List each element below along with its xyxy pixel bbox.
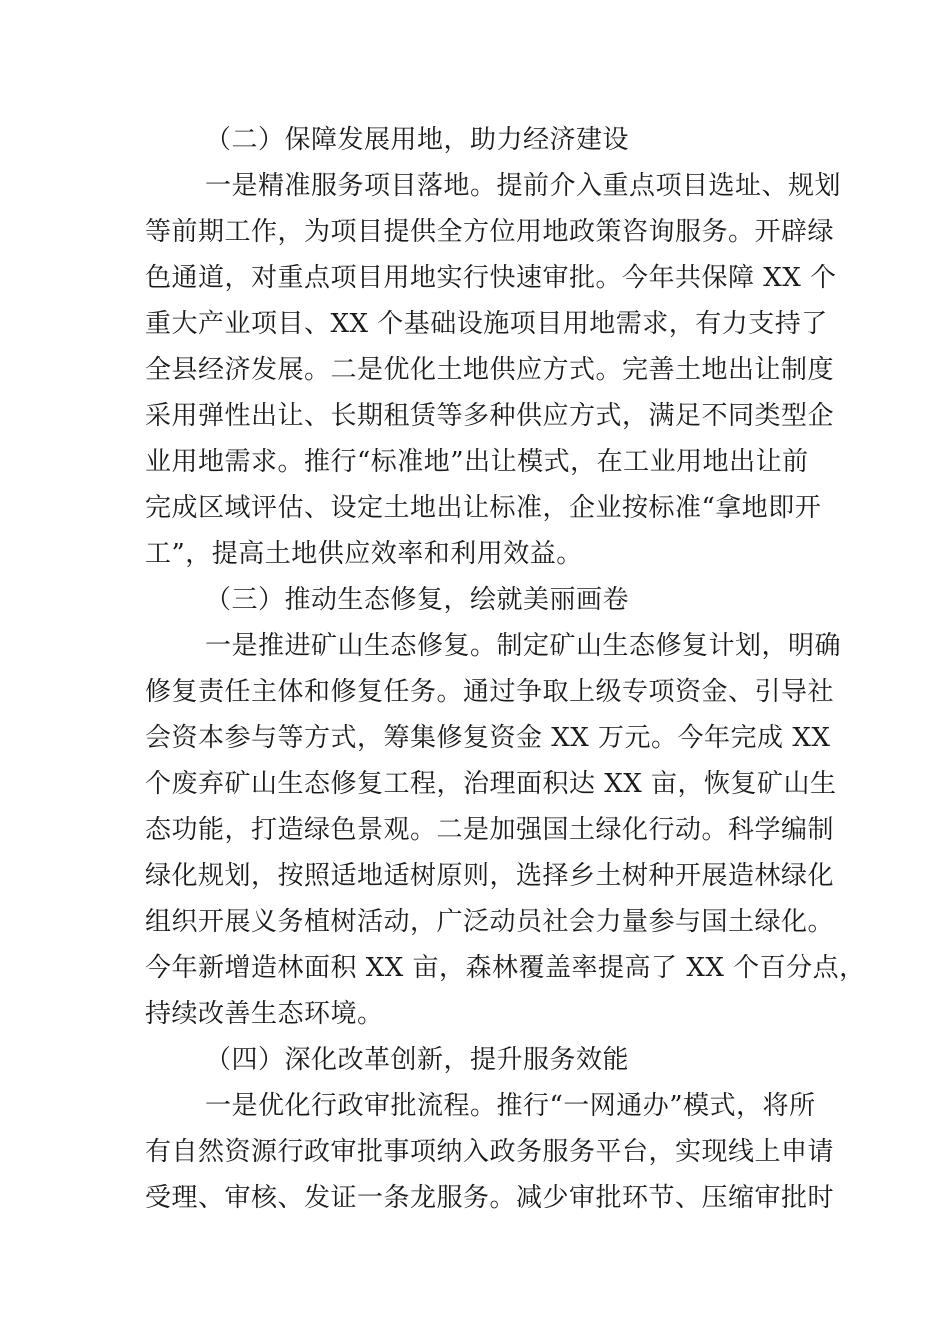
- paragraph-line: 会资本参与等方式，筹集修复资金 XX 万元。今年完成 XX: [145, 723, 831, 753]
- paragraph-line: 一是推进矿山生态修复。制定矿山生态修复计划，明确: [205, 631, 842, 661]
- section-heading-2: （二）保障发展用地，助力经济建设: [205, 125, 630, 155]
- paragraph-line: 一是精准服务项目落地。提前介入重点项目选址、规划: [205, 171, 842, 201]
- paragraph-line: 态功能，打造绿色景观。二是加强国土绿化行动。科学编制: [145, 815, 835, 845]
- paragraph-line: 组织开展义务植树活动，广泛动员社会力量参与国土绿化。: [145, 907, 835, 937]
- paragraph-line: 业用地需求。推行“标准地”出让模式，在工业用地出让前: [145, 447, 809, 477]
- section-heading-3: （三）推动生态修复，绘就美丽画卷: [205, 585, 630, 615]
- paragraph-line: 色通道，对重点项目用地实行快速审批。今年共保障 XX 个: [145, 263, 837, 293]
- paragraph-line: 今年新增造林面积 XX 亩，森林覆盖率提高了 XX 个百分点，: [145, 953, 866, 983]
- section-heading-4: （四）深化改革创新，提升服务效能: [205, 1045, 630, 1075]
- paragraph-line: 修复责任主体和修复任务。通过争取上级专项资金、引导社: [145, 677, 835, 707]
- paragraph-line: 工”，提高土地供应效率和利用效益。: [145, 539, 583, 569]
- paragraph-line: 一是优化行政审批流程。推行“一网通办”模式，将所: [205, 1091, 816, 1121]
- paragraph-line: 等前期工作，为项目提供全方位用地政策咨询服务。开辟绿: [145, 217, 835, 247]
- paragraph-line: 个废弃矿山生态修复工程，治理面积达 XX 亩，恢复矿山生: [145, 769, 837, 799]
- paragraph-line: 受理、审核、发证一条龙服务。减少审批环节、压缩审批时: [145, 1183, 835, 1213]
- paragraph-line: 绿化规划，按照适地适树原则，选择乡土树种开展造林绿化: [145, 861, 835, 891]
- paragraph-line: 全县经济发展。二是优化土地供应方式。完善土地出让制度: [145, 355, 835, 385]
- paragraph-line: 重大产业项目、XX 个基础设施项目用地需求，有力支持了: [145, 309, 828, 339]
- paragraph-line: 完成区域评估、设定土地出让标准，企业按标准“拿地即开: [145, 493, 822, 523]
- paragraph-line: 采用弹性出让、长期租赁等多种供应方式，满足不同类型企: [145, 401, 835, 431]
- paragraph-line: 持续改善生态环境。: [145, 999, 384, 1029]
- paragraph-line: 有自然资源行政审批事项纳入政务服务平台，实现线上申请: [145, 1137, 835, 1167]
